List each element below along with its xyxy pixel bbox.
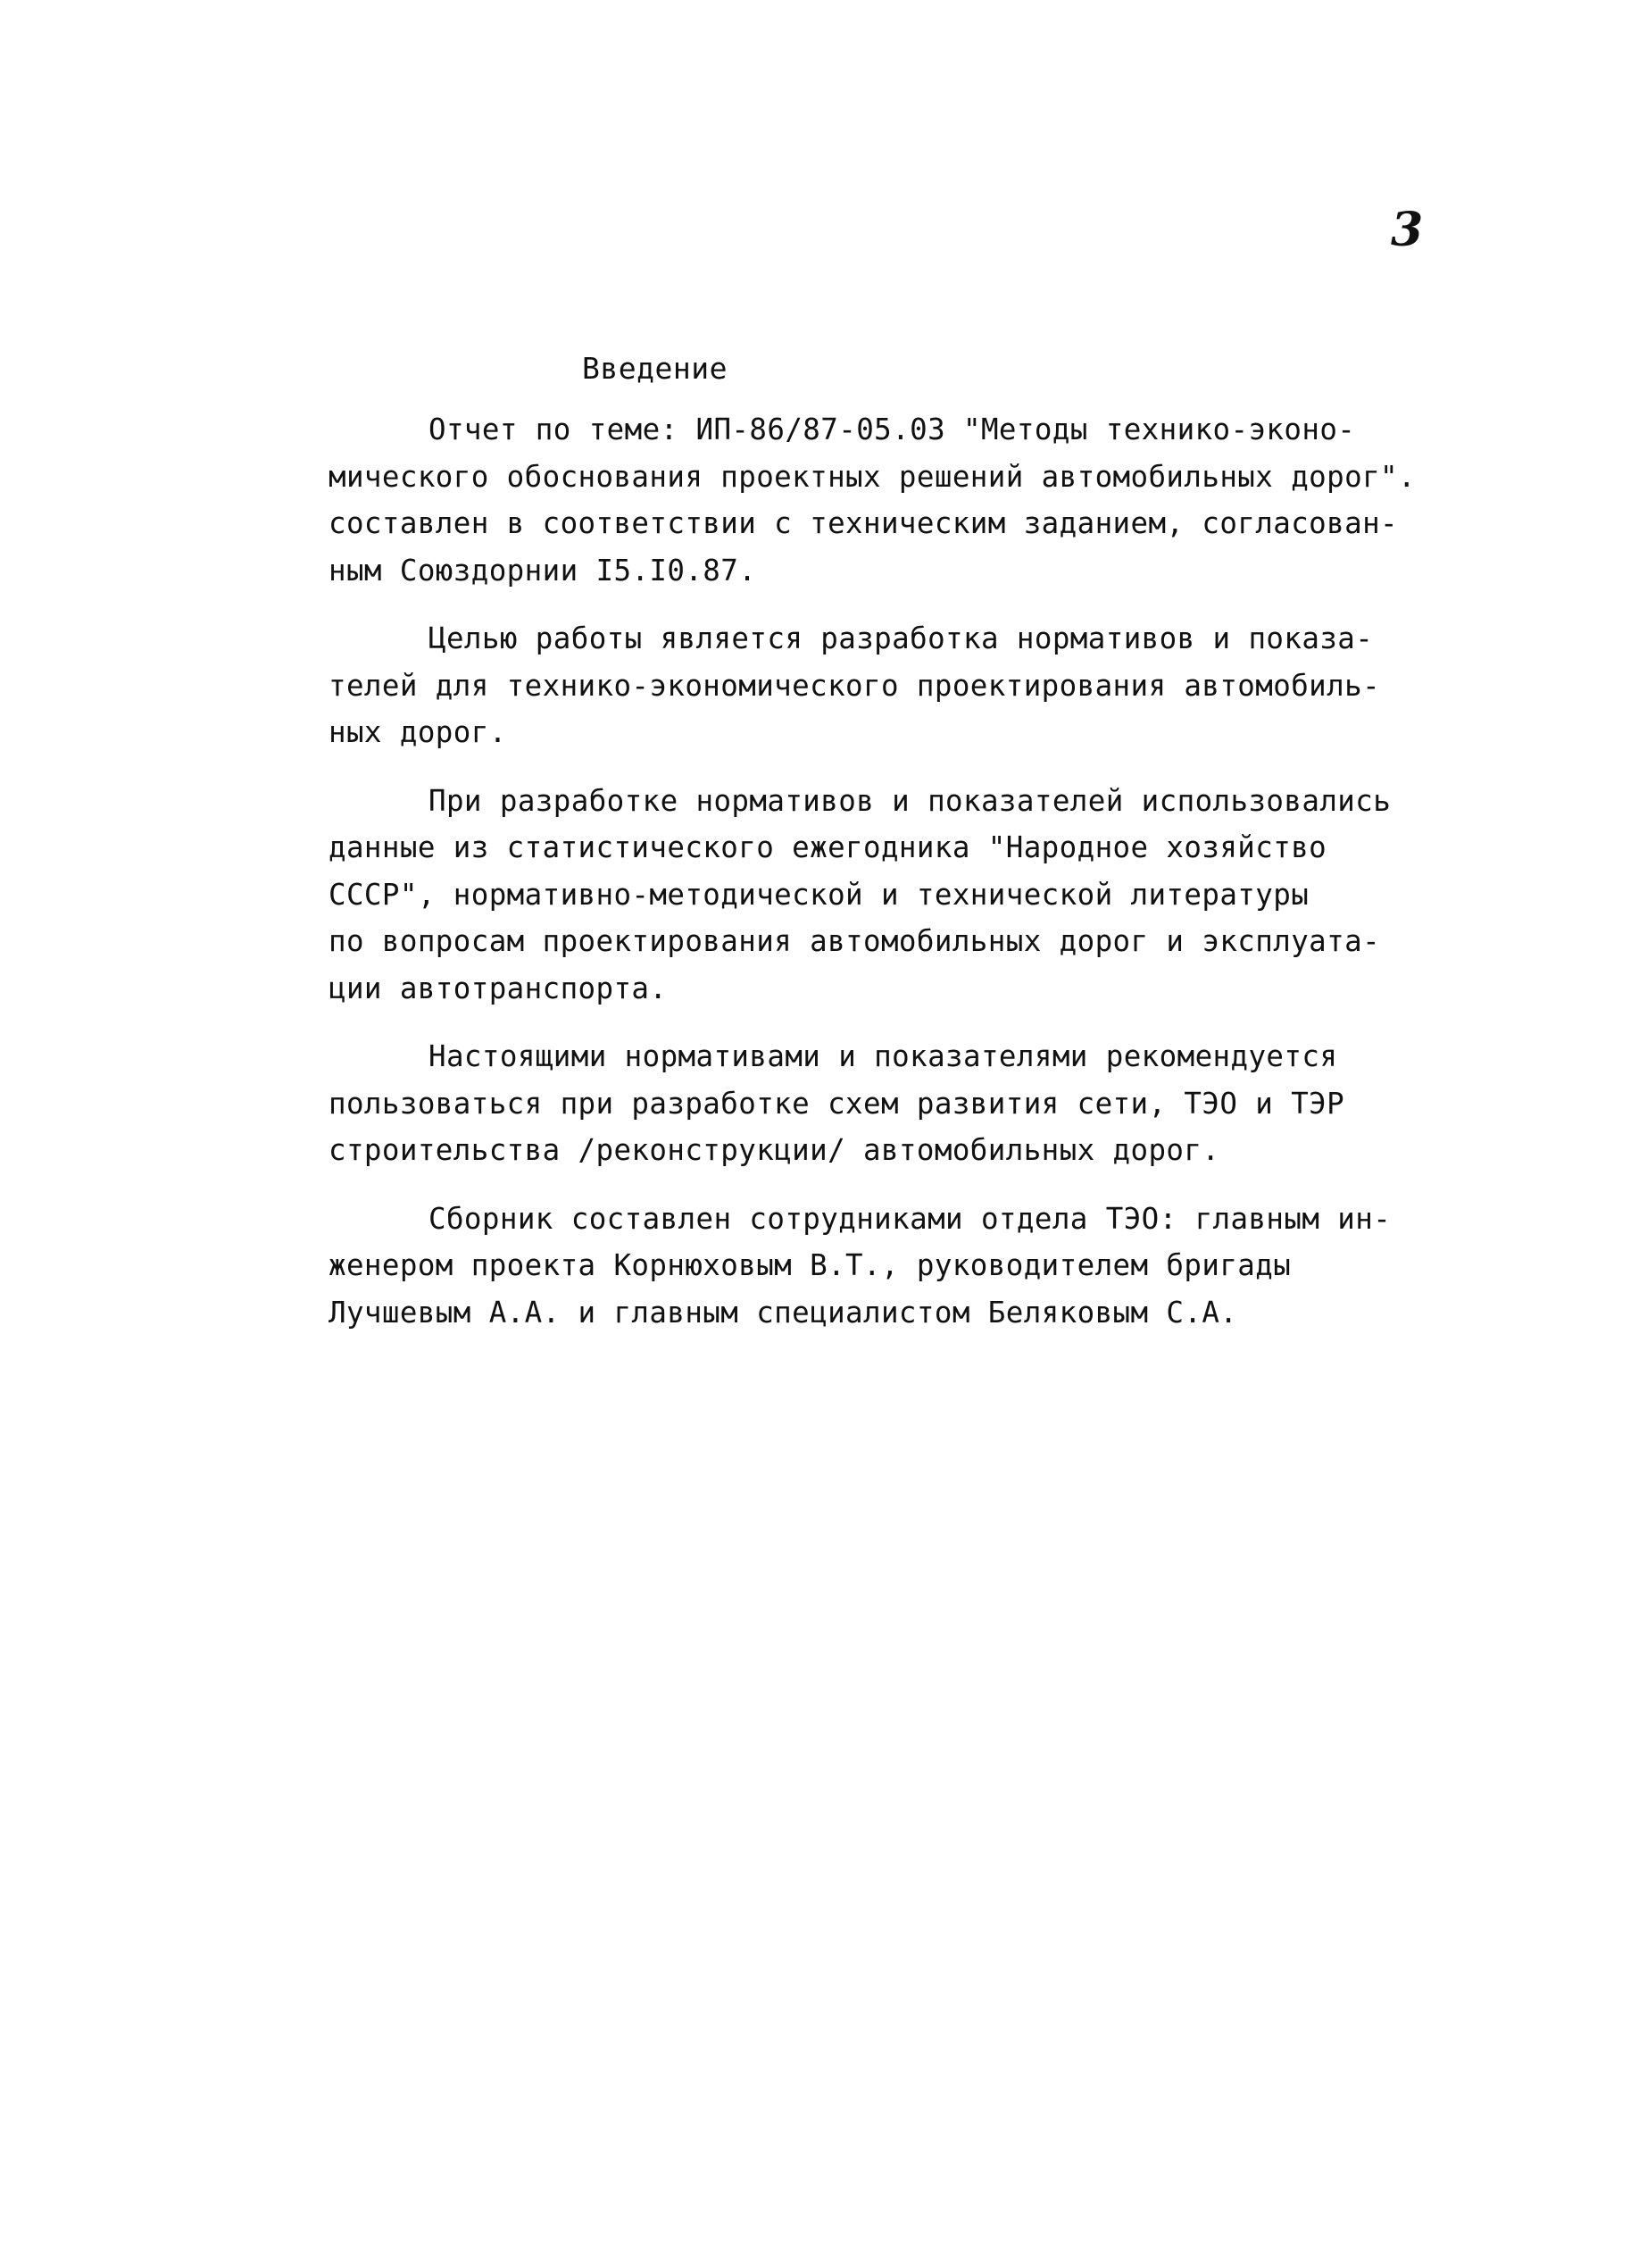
paragraph-line: Лучшевым А.А. и главным специалистом Беляковым С.А. xyxy=(329,1295,1238,1330)
page-number: 3 xyxy=(1391,203,1424,257)
paragraph-line: ным Союздорнии I5.I0.87. xyxy=(329,553,757,588)
paragraph-line: строительства /реконструкции/ автомобильных дорог. xyxy=(329,1133,1220,1167)
paragraph-line: Сборник составлен сотрудниками отдела ТЭО: главным ин- xyxy=(428,1201,1392,1236)
paragraph-line: составлен в соответствии с техническим заданием, согласован- xyxy=(329,506,1398,540)
paragraph-line: Отчет по теме: ИП-86/87-05.03 "Методы технико-эконо- xyxy=(428,413,1356,446)
paragraph-line: телей для технико-экономического проектирования автомобиль- xyxy=(329,668,1381,703)
paragraph-line: ции автотранспорта. xyxy=(329,971,668,1005)
paragraph-usage xyxy=(329,1033,1516,1174)
paragraph-line: ных дорог. xyxy=(329,715,507,749)
paragraph-authors xyxy=(329,1196,1516,1337)
section-heading: Введение xyxy=(582,351,728,386)
paragraph-line: мического обоснования проектных решений автомобильных дорог". xyxy=(329,459,1416,494)
paragraph-line: Настоящими нормативами и показателями рекомендуется xyxy=(428,1039,1338,1073)
paragraph-line: данные из статистического ежегодника "Народное хозяйство xyxy=(329,830,1327,864)
paragraph-goal xyxy=(329,615,1516,756)
paragraph-line: При разработке нормативов и показателей использовались xyxy=(428,783,1392,818)
paragraph-line: Целью работы является разработка нормативов и показа- xyxy=(428,621,1374,655)
paragraph-line: СССР", нормативно-методической и технической литературы xyxy=(329,877,1310,912)
body-text xyxy=(329,406,1516,1336)
paragraph-line: пользоваться при разработке схем развития сети, ТЭО и ТЭР xyxy=(329,1086,1345,1121)
paragraph-line: по вопросам проектирования автомобильных дорог и эксплуата- xyxy=(329,924,1381,958)
paragraph-line: женером проекта Корнюховым В.Т., руководителем бригады xyxy=(329,1248,1292,1282)
paragraph-sources xyxy=(329,778,1516,1013)
paragraph-report-topic xyxy=(329,406,1516,594)
